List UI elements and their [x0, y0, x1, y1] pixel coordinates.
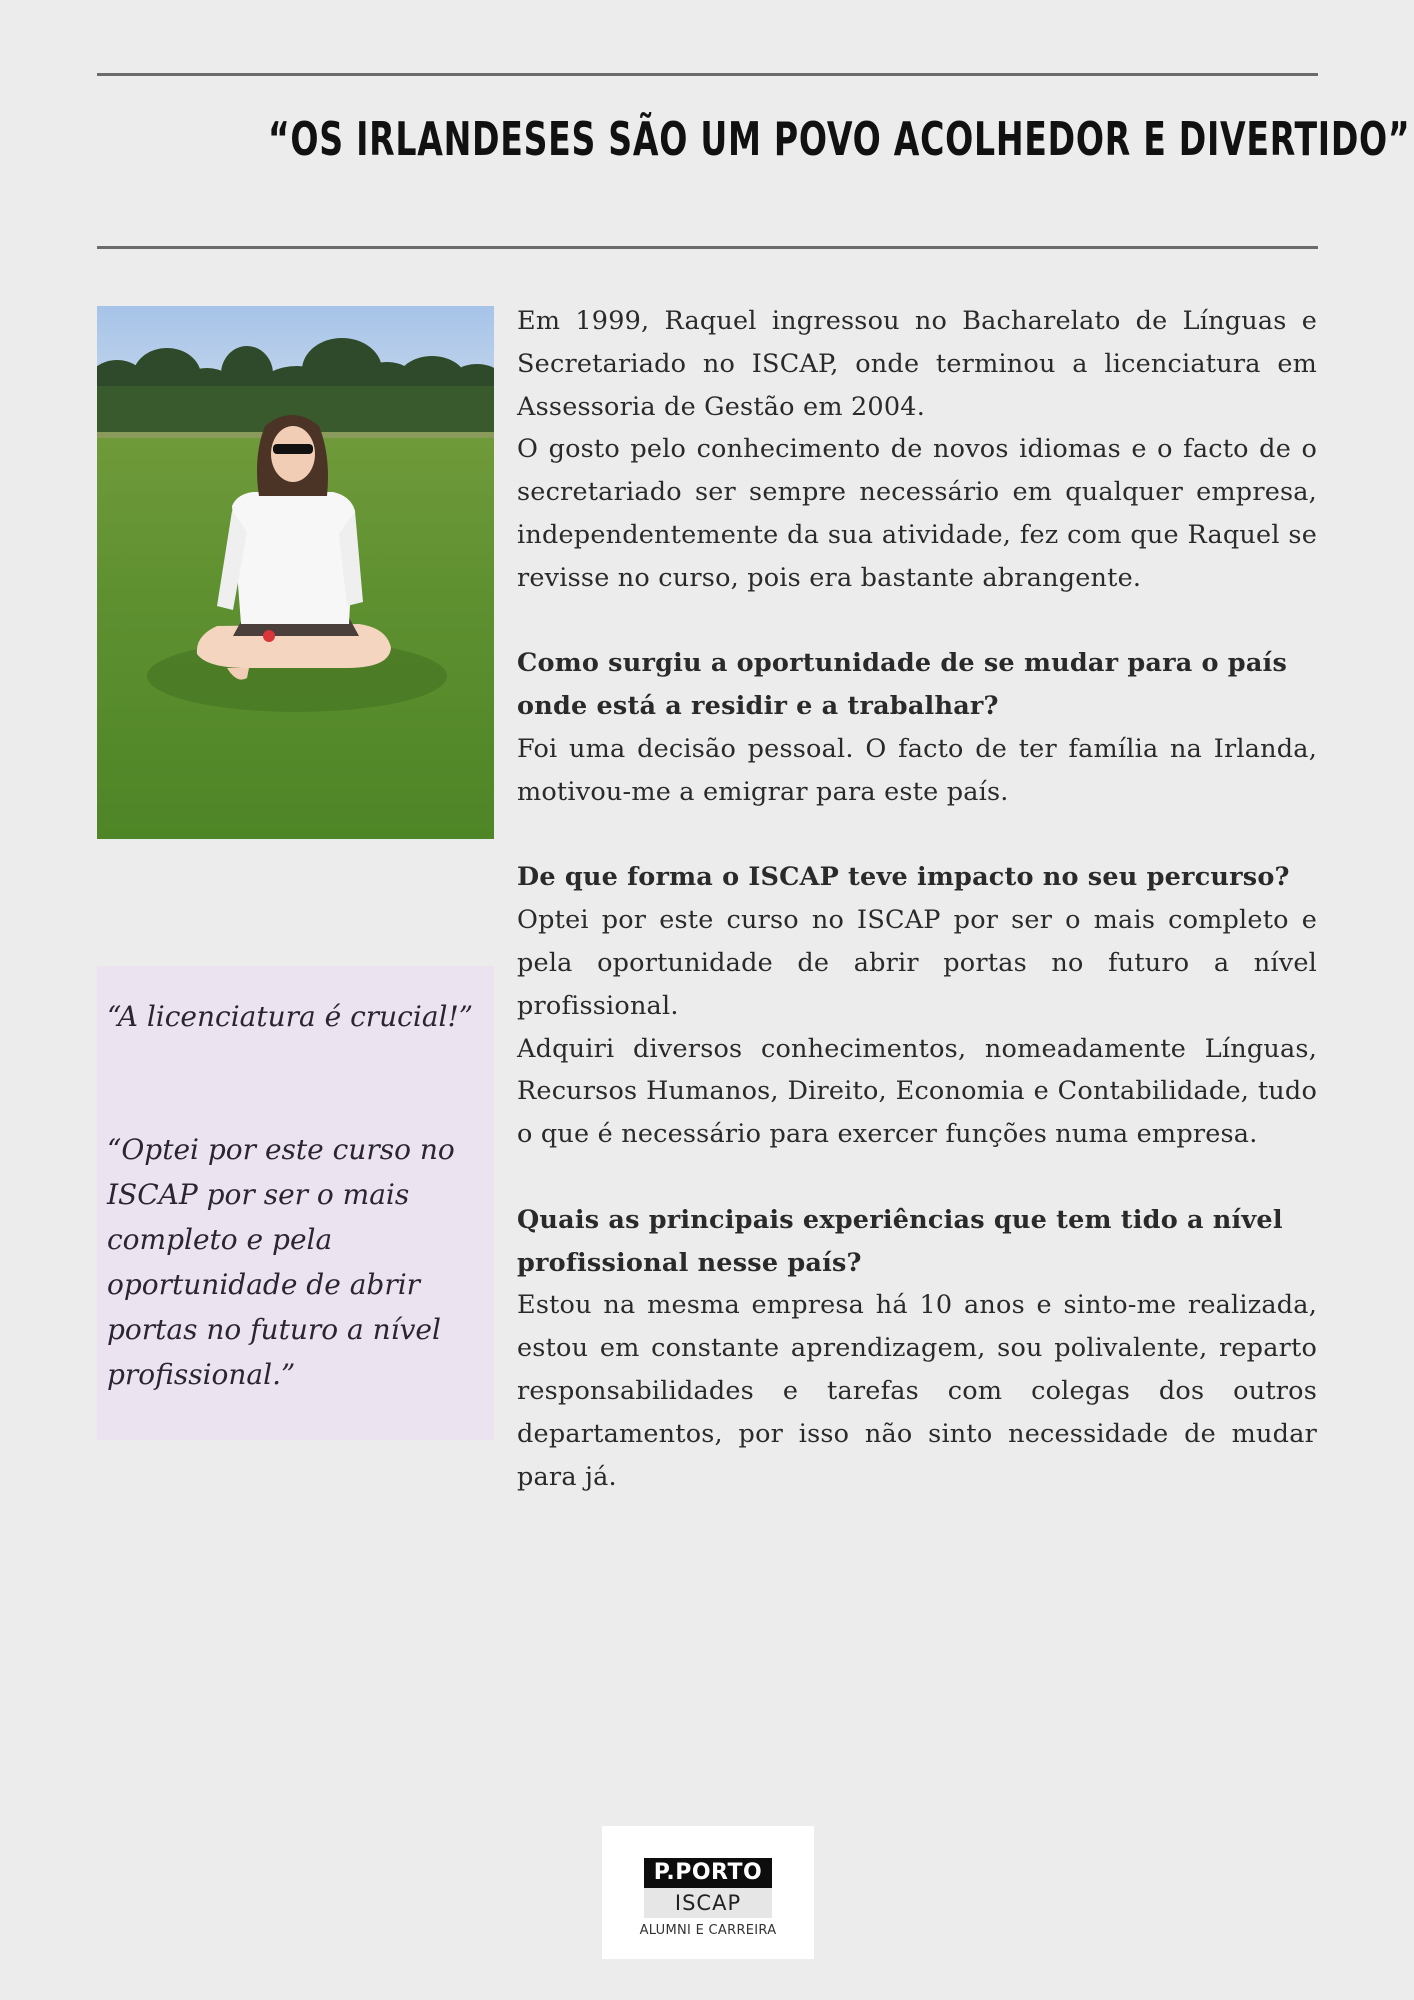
interview-question: De que forma o ISCAP teve impacto no seu percurso?	[517, 862, 1290, 893]
pull-quote-2: “Optei por este curso no ISCAP por ser o mais completo e pela oportunidade de abrir portas no futuro a nível profissional.”	[107, 1133, 455, 1391]
portrait-photo	[97, 306, 494, 839]
article-headline: “OS IRLANDESES SÃO UM POVO ACOLHEDOR E DIVERTIDO”	[267, 112, 1411, 166]
top-divider	[97, 73, 1318, 76]
logo-iscap: ISCAP	[644, 1888, 772, 1918]
logo-pporto: P.PORTO	[644, 1858, 772, 1888]
interview-answer: Foi uma decisão pessoal. O facto de ter família na Irlanda, motivou-me a emigrar para este país.	[517, 733, 1317, 807]
intro-paragraph: O gosto pelo conhecimento de novos idiomas e o facto de o secretariado ser sempre necessário em qualquer empresa, independentemente da sua atividade, fez com que Raquel se revisse no curso, pois era bastante abrangente.	[517, 434, 1317, 593]
interview-question: Como surgiu a oportunidade de se mudar para o país onde está a residir e a trabalhar?	[517, 648, 1287, 722]
bottom-divider	[97, 246, 1318, 249]
pull-quote-box	[97, 966, 494, 1440]
interview-answer: Optei por este curso no ISCAP por ser o mais completo e pela oportunidade de abrir portas no futuro a nível profissional.	[517, 905, 1317, 1021]
interview-question: Quais as principais experiências que tem tido a nível profissional nesse país?	[517, 1204, 1283, 1278]
logo-alumni-carreira: ALUMNI E CARREIRA	[639, 1923, 777, 1938]
pporto-iscap-logo	[602, 1826, 814, 1959]
article-body	[517, 300, 1317, 1498]
interview-answer: Adquiri diversos conhecimentos, nomeadamente Línguas, Recursos Humanos, Direito, Economia e Contabilidade, tudo o que é necessário para exercer funções numa empresa.	[517, 1033, 1317, 1150]
pull-quote-1: “A licenciatura é crucial!”	[107, 1000, 474, 1033]
interview-answer: Estou na mesma empresa há 10 anos e sinto-me realizada, estou em constante aprendizagem, sou polivalente, reparto responsabilidades e tarefas com colegas dos outros departamentos, por isso não sinto necessidade de mudar para já.	[517, 1290, 1317, 1492]
intro-paragraph: Em 1999, Raquel ingressou no Bacharelato de Línguas e Secretariado no ISCAP, onde terminou a licenciatura em Assessoria de Gestão em 2004.	[517, 306, 1317, 422]
